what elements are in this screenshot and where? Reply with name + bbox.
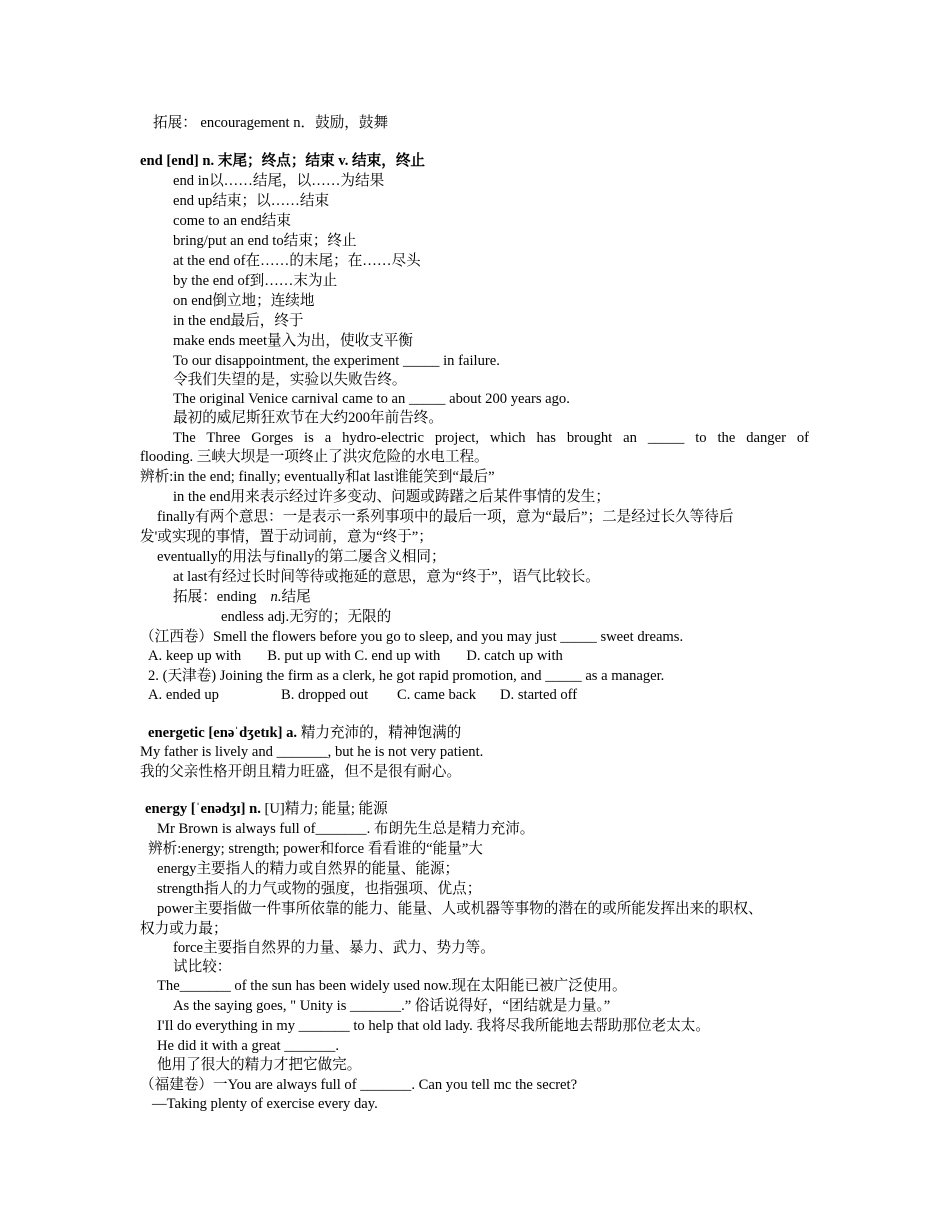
option-b-c: B. put up with C. end up with <box>267 648 441 664</box>
exam-options-1 <box>148 647 823 665</box>
example-sentence: I'Il do everything in my _______ to help that old lady. 我将尽我所能地去帮助那位老太太。 <box>157 1018 710 1034</box>
exam-options-2 <box>148 686 823 704</box>
phrase-come-to-an-end: come to an end结束 <box>173 213 291 229</box>
usage-comparison-title: 辨析:energy; strength; power和force 看看谁的“能量”大 <box>148 841 483 857</box>
usage-note-continuation: 权力或力最； <box>140 921 228 937</box>
example-sentence: He did it with a great _______. <box>157 1038 339 1054</box>
option-a: A. ended up <box>148 687 219 703</box>
exam-question-2: 2. (天津卷) Joining the firm as a clerk, he got rapid promotion, and _____ as a manager. <box>148 668 665 684</box>
headword: energy [ˈenədʒɪ] n. <box>145 801 261 817</box>
example-sentence: As the saying goes, " Unity is _______.” 俗话说得好，“团结就是力量。” <box>173 998 611 1014</box>
example-translation: 最初的威尼斯狂欢节在大约200年前告终。 <box>173 410 443 426</box>
example-sentence: The_______ of the sun has been widely used now.现在太阳能已被广泛使用。 <box>157 978 627 994</box>
example-translation: 他用了很大的精力才把它做完。 <box>157 1057 362 1073</box>
entry-heading-end: end [end] n. 末尾；终点；结束 v. 结束，终止 <box>140 153 426 169</box>
definition: [U]精力; 能量; 能源 <box>264 801 388 817</box>
option-d: D. started off <box>500 687 578 703</box>
exam-question-3: （福建卷）一You are always full of _______. Can you tell mc the secret? <box>140 1077 578 1093</box>
option-d: D. catch up with <box>466 648 563 664</box>
usage-note-continuation: 发'或实现的事情，置于动词前，意为“终于”； <box>140 529 433 545</box>
usage-note: finally有两个意思：一是表示一系列事项中的最后一项，意为“最后”；二是经过长久等待后 <box>157 509 734 525</box>
phrase-in-the-end: in the end最后，终于 <box>173 313 304 329</box>
usage-note: in the end用来表示经过许多变动、问题或踌躇之后某件事情的发生； <box>173 489 610 505</box>
option-a: A. keep up with <box>148 648 242 664</box>
extension-ending <box>173 588 848 606</box>
phrase-at-the-end-of: at the end of在……的末尾；在……尽头 <box>173 253 421 269</box>
phrase-bring-put-an-end-to: bring/put an end to结束；终止 <box>173 233 357 249</box>
part-of-speech: n. <box>270 589 282 605</box>
example-sentence: Mr Brown is always full of_______. 布朗先生总是精力充沛。 <box>157 821 535 837</box>
phrase-end-up: end up结束；以……结束 <box>173 193 330 209</box>
phrase-make-ends-meet: make ends meet量入为出，使收支平衡 <box>173 333 413 349</box>
usage-note: strength指人的力气或物的强度，也指强项、优点； <box>157 881 482 897</box>
extension-label: 拓展：ending <box>173 589 257 605</box>
entry-heading-energetic <box>148 724 823 742</box>
usage-note: energy主要指人的精力或自然界的能量、能源； <box>157 861 460 877</box>
compare-label: 试比较： <box>173 959 232 975</box>
example-translation: 令我们失望的是，实验以失败告终。 <box>173 372 407 388</box>
usage-note: at last有经过长时间等待或拖延的意思，意为“终于”，语气比较长。 <box>173 569 600 585</box>
usage-comparison-title: 辨析:in the end; finally; eventually和at last谁能笑到“最后” <box>140 469 495 485</box>
example-sentence: To our disappointment, the experiment _____ in failure. <box>173 353 500 369</box>
phrase-by-the-end-of: by the end of到……末为止 <box>173 273 338 289</box>
usage-note: force主要指自然界的力量、暴力、武力、势力等。 <box>173 940 495 956</box>
entry-heading-energy <box>145 800 820 818</box>
exam-answer-3: —Taking plenty of exercise every day. <box>152 1096 378 1112</box>
usage-note: eventually的用法与finally的第二屡含义相同； <box>157 549 446 565</box>
phrase-end-in: end in以……结尾，以……为结果 <box>173 173 385 189</box>
phrase-on-end: on end倒立地；连续地 <box>173 293 315 309</box>
example-translation: 我的父亲性格开朗且精力旺盛，但不是很有耐心。 <box>140 764 462 780</box>
definition: 精力充沛的，精神饱满的 <box>300 725 462 741</box>
headword: energetic [enəˈdʒetɪk] a. <box>148 725 298 741</box>
option-c: C. came back <box>397 687 477 703</box>
example-sentence: My father is lively and _______, but he is not very patient. <box>140 744 484 760</box>
example-sentence: The Three Gorges is a hydro-electric project, which has brought an _____ to the danger of <box>173 430 809 446</box>
example-continuation: flooding. 三峡大坝是一项终止了洪灾危险的水电工程。 <box>140 449 489 465</box>
exam-question-1: （江西卷）Smell the flowers before you go to sleep, and you may just _____ sweet dreams. <box>140 629 684 645</box>
option-b: B. dropped out <box>281 687 369 703</box>
example-sentence: The original Venice carnival came to an _____ about 200 years ago. <box>173 391 570 407</box>
usage-note: power主要指做一件事所依靠的能力、能量、人或机器等事物的潜在的或所能发挥出来的职权、 <box>157 901 763 917</box>
extension-endless: endless adj.无穷的；无限的 <box>221 609 392 625</box>
extension-encouragement: 拓展： encouragement n．鼓励，鼓舞 <box>153 115 389 131</box>
extension-meaning: 结尾 <box>281 589 311 605</box>
